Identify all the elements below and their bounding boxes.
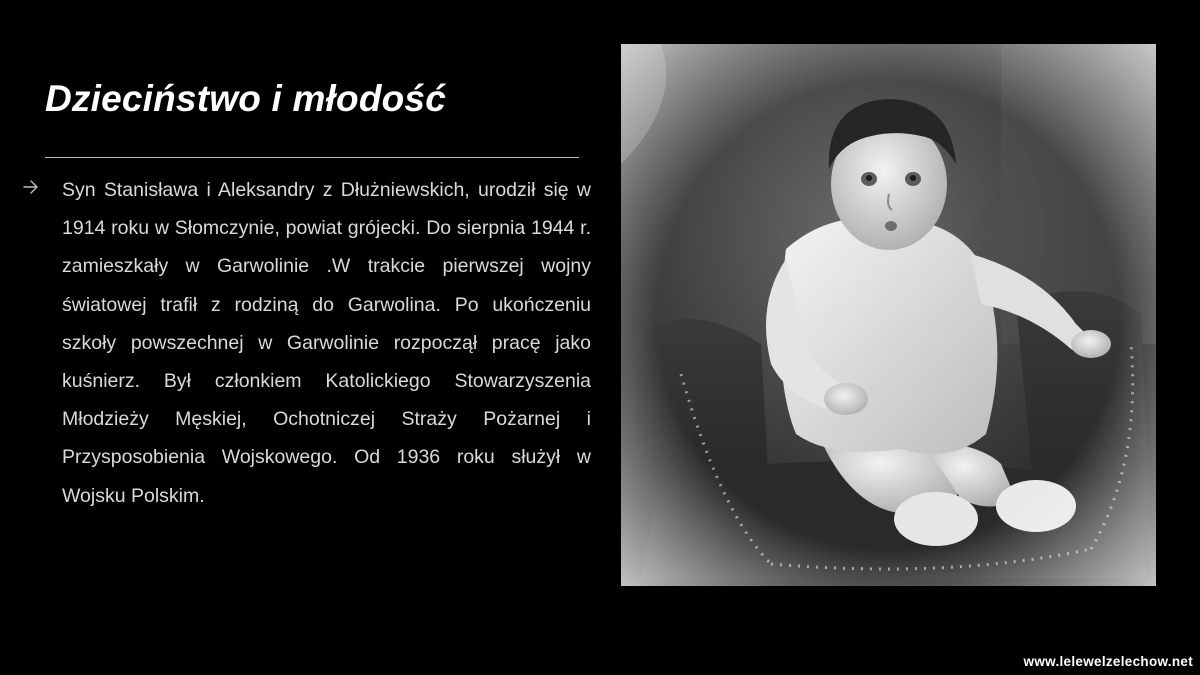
right-arrow-icon (22, 177, 40, 197)
site-watermark: www.lelewelzelechow.net (1023, 654, 1193, 669)
slide-title: Dzieciństwo i młodość (45, 78, 446, 119)
biography-text: Syn Stanisława i Aleksandry z Dłużniewskich, urodził się w 1914 roku w Słomczynie, powiat grójecki. Do sierpnia 1944 r. zamieszkały w Garwolinie .W trakcie pierwszej wojny światowej trafił z rodziną do Garwolina. Po ukończeniu szkoły powszechnej w Garwolinie rozpoczął pracę jako kuśnierz. Był członkiem Katolickiego Stowarzyszenia Młodzieży Męskiej, Ochotniczej Straży Pożarnej i Przysposobienia Wojskowego. Od 1936 roku służył w Wojsku Polskim. (62, 179, 591, 507)
child-portrait-photo (621, 44, 1156, 586)
title-divider (45, 157, 579, 158)
